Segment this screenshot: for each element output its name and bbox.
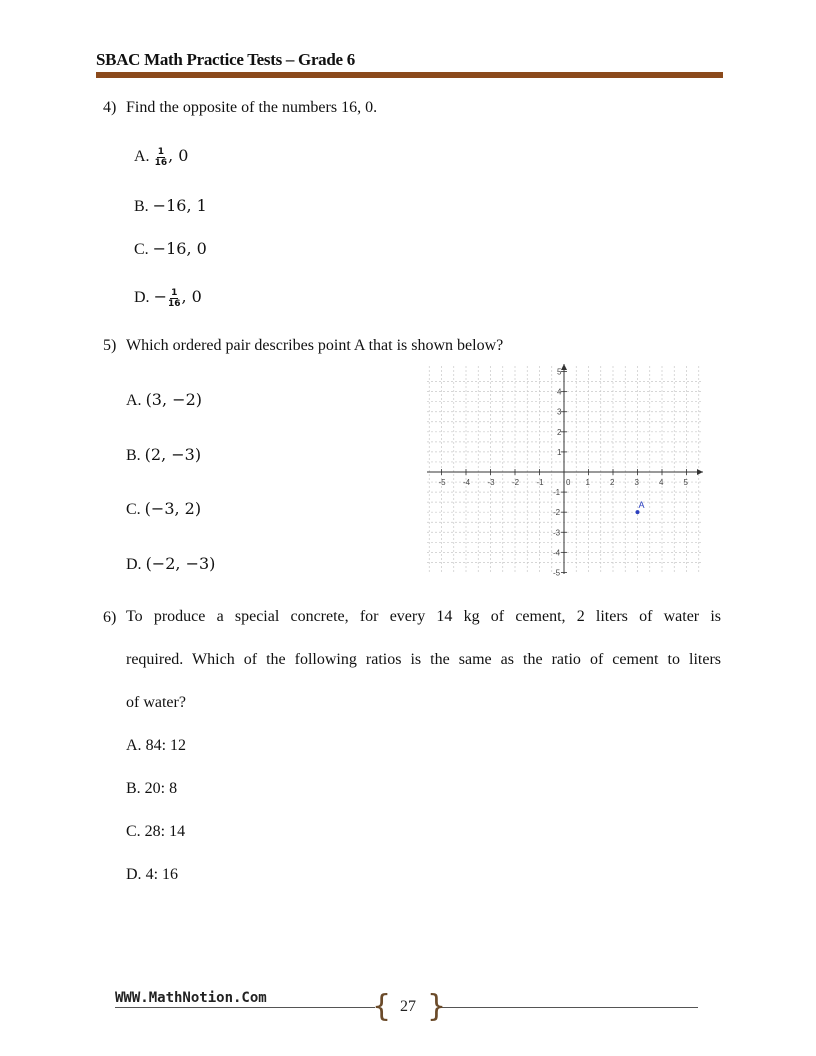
y-tick-label: 1: [557, 447, 562, 457]
question-6-text-line-2: required. Which of the following ratios is the same as the ratio of cement to liters: [126, 651, 721, 668]
option-letter: B.: [134, 198, 149, 215]
y-tick-label: -4: [553, 548, 561, 558]
option-tail: , 0: [168, 146, 189, 165]
option-letter: A.: [126, 737, 142, 754]
question-6-option-b: [126, 780, 177, 798]
y-tick-label: -5: [553, 568, 561, 578]
fraction-numerator: 1: [157, 146, 164, 157]
y-tick-label: -2: [553, 508, 561, 518]
option-letter: A.: [134, 148, 150, 165]
option-value: 28: 14: [144, 823, 186, 840]
footer-rule-right: [440, 1007, 698, 1008]
question-6-text-line-1: To produce a special concrete, for every 14 kg of cement, 2 liters of water is: [126, 608, 721, 625]
y-tick-label: -1: [553, 488, 561, 498]
question-6-number: 6): [103, 609, 117, 626]
header-rule: [96, 72, 723, 78]
question-4-option-d: [134, 287, 202, 309]
point-a-marker: [636, 510, 640, 514]
option-letter: D.: [126, 556, 142, 573]
coordinate-plane-graph: [425, 362, 707, 578]
option-letter: B.: [126, 447, 141, 464]
x-tick-label: -2: [512, 478, 520, 487]
y-tick-label: 2: [557, 427, 562, 437]
option-value: (2, −3): [144, 445, 202, 464]
fraction-numerator: 1: [171, 287, 178, 298]
fraction-denominator: 16: [167, 298, 181, 309]
question-5-text: Which ordered pair describes point A that is shown below?: [126, 337, 504, 354]
question-4-option-b: [134, 196, 207, 216]
option-value: (−3, 2): [144, 499, 202, 518]
option-letter: A.: [126, 392, 142, 409]
point-a-label: A: [638, 500, 645, 511]
y-tick-label: -3: [553, 528, 561, 538]
page-header-title: SBAC Math Practice Tests – Grade 6: [96, 50, 355, 69]
question-4-number: 4): [103, 99, 117, 116]
x-tick-label: 1: [585, 478, 590, 487]
question-5-option-d: [126, 554, 215, 574]
question-6-text-line-3: of water?: [126, 694, 186, 711]
x-tick-label: 4: [659, 478, 664, 487]
y-tick-label: 3: [557, 407, 562, 417]
option-tail: , 0: [181, 287, 202, 306]
x-tick-label: -5: [438, 478, 446, 487]
x-tick-label: 2: [610, 478, 615, 487]
option-letter: D.: [134, 289, 150, 306]
question-6-option-a: [126, 737, 186, 755]
question-6-option-c: [126, 823, 185, 841]
option-letter: C.: [126, 501, 141, 518]
y-axis-arrow-icon: [561, 364, 567, 370]
question-5-option-c: [126, 499, 201, 519]
fraction: [155, 147, 168, 168]
x-tick-label: -3: [487, 478, 495, 487]
x-tick-label: -1: [536, 478, 544, 487]
footer-rule-left: [115, 1007, 375, 1008]
option-value: 4: 16: [145, 866, 179, 883]
question-5-option-b: [126, 445, 201, 465]
page-number: 27: [400, 998, 416, 1015]
option-letter: B.: [126, 780, 141, 797]
option-letter: C.: [126, 823, 141, 840]
question-5-number: 5): [103, 337, 117, 354]
x-tick-label: 0: [566, 478, 571, 487]
option-letter: D.: [126, 866, 142, 883]
option-value: −16, 1: [152, 196, 207, 215]
fraction: [168, 288, 181, 309]
option-value: (−2, −3): [145, 554, 216, 573]
right-curly-bracket-icon: }: [427, 989, 447, 1024]
y-tick-label: 5: [557, 367, 562, 377]
question-4-option-c: [134, 239, 207, 259]
option-letter: C.: [134, 241, 149, 258]
x-tick-label: -4: [463, 478, 471, 487]
fraction-denominator: 16: [154, 157, 168, 168]
option-value: 84: 12: [145, 737, 187, 754]
question-4-text: Find the opposite of the numbers 16, 0.: [126, 99, 378, 116]
y-tick-label: 4: [557, 387, 562, 397]
option-value: (3, −2): [145, 390, 202, 409]
question-5-option-a: [126, 390, 202, 410]
footer-website-url: WWW.MathNotion.Com: [115, 990, 267, 1006]
option-value: −16, 0: [152, 239, 207, 258]
x-tick-label: 5: [683, 478, 688, 487]
option-value: 20: 8: [144, 780, 178, 797]
question-6-option-d: [126, 866, 178, 884]
question-4-option-a: [134, 146, 188, 168]
x-tick-label: 3: [634, 478, 639, 487]
x-axis-arrow-icon: [697, 469, 703, 475]
left-curly-bracket-icon: {: [372, 989, 392, 1024]
option-sign: −: [153, 287, 167, 306]
